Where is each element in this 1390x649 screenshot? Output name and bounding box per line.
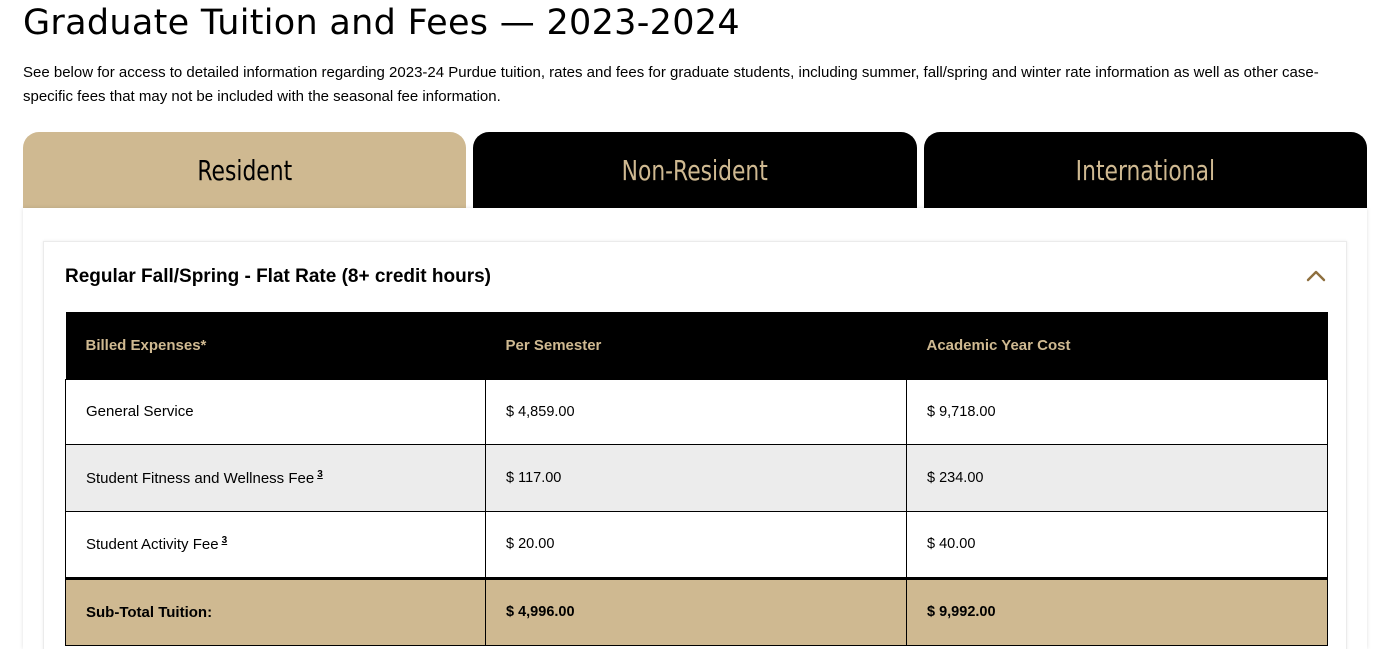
tab-international[interactable] xyxy=(924,132,1367,208)
tab-resident-label: Resident xyxy=(197,153,292,187)
academic-year-cell: $ 9,718.00 xyxy=(907,379,1328,444)
column-header-academic-year: Academic Year Cost xyxy=(907,312,1328,379)
tab-resident[interactable] xyxy=(23,132,466,208)
tab-non-resident-label: Non-Resident xyxy=(621,153,769,187)
subtotal-label: Sub-Total Tuition: xyxy=(66,578,486,645)
intro-paragraph: See below for access to detailed information regarding 2023-24 Purdue tuition, rates and fees for graduate students, including summer, fall/spring and winter rate information as well as other case-specific fees that may not be included with the seasonal fee information. xyxy=(23,64,1319,105)
table-row xyxy=(66,511,1328,578)
per-semester-cell: $ 20.00 xyxy=(486,511,907,578)
residency-tabs xyxy=(23,132,1367,208)
footnote-link[interactable]: 3 xyxy=(317,468,323,480)
page-title: Graduate Tuition and Fees — 2023-2024 xyxy=(23,3,740,43)
per-semester-cell: $ 117.00 xyxy=(486,444,907,511)
accordion-title[interactable]: Regular Fall/Spring - Flat Rate (8+ credit hours) xyxy=(65,266,491,287)
row-label xyxy=(66,379,486,444)
subtotal-per-semester: $ 4,996.00 xyxy=(486,578,907,645)
accordion-fall-spring-flat-rate xyxy=(43,241,1347,649)
table-row xyxy=(66,444,1328,511)
column-header-per-semester: Per Semester xyxy=(486,312,907,379)
fee-table xyxy=(65,312,1328,646)
column-header-billed-expenses: Billed Expenses* xyxy=(66,312,486,379)
row-label-text: General Service xyxy=(86,403,194,420)
chevron-up-icon[interactable] xyxy=(1306,268,1326,282)
subtotal-row xyxy=(66,578,1328,645)
per-semester-cell: $ 4,859.00 xyxy=(486,379,907,444)
table-header-row xyxy=(66,312,1328,379)
row-label xyxy=(66,511,486,578)
tab-panel-resident xyxy=(23,208,1367,649)
table-row xyxy=(66,379,1328,444)
academic-year-cell: $ 234.00 xyxy=(907,444,1328,511)
tab-international-label: International xyxy=(1075,153,1216,187)
academic-year-cell: $ 40.00 xyxy=(907,511,1328,578)
row-label-text: Student Fitness and Wellness Fee xyxy=(86,469,315,487)
row-label xyxy=(66,444,486,511)
footnote-link[interactable]: 3 xyxy=(221,535,228,546)
row-label-text: Student Activity Fee xyxy=(86,536,219,553)
tab-non-resident[interactable] xyxy=(473,132,917,208)
subtotal-academic-year: $ 9,992.00 xyxy=(907,578,1328,645)
